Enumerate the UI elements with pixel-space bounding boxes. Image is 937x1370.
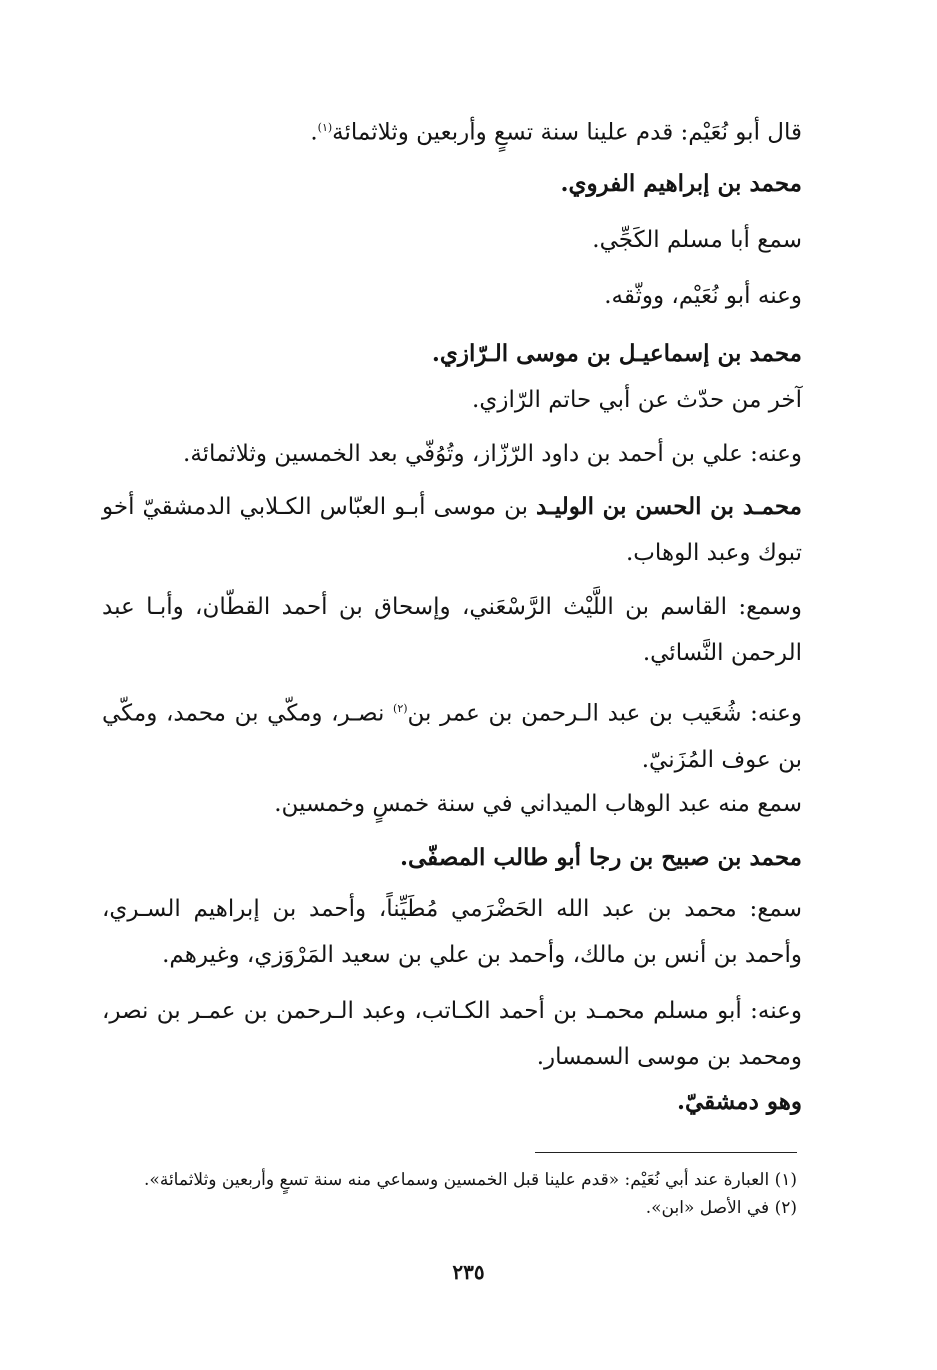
- text-line-abu-nuaym: [310, 108, 802, 153]
- line-tail: .: [310, 119, 318, 146]
- text-line-heard-kajji: سمع أبا مسلم الكَجِّي.: [592, 227, 802, 253]
- paragraph-sabih-heard: سمع: محمد بن عبد الله الحَضْرَمي مُطَيِّناً، وأحمد بن إبراهيم السـري، وأحمد بن أنس بن مالك، وأحمد بن علي بن سعيد المَرْوَزي، وغيرهم.: [102, 896, 802, 968]
- entry-kilabi-text: بن موسى أبـو العبّاس الكـلابي الدمشقيّ أخو تبوك وعبد الوهاب.: [102, 494, 802, 566]
- text-line-razzaz: وعنه: علي بن أحمد بن داود الرّزّاز، وتُوُفّي بعد الخمسين وثلاثمائة.: [183, 441, 802, 467]
- footnote-1: (١) العبارة عند أبي نُعَيْم: «قدم علينا قبل الخمسين وسماعي منه سنة تسعٍ وأربعين وثلاثمائة».: [144, 1170, 797, 1190]
- entry-heading-razi: محمد بن إسماعيـل بن موسى الـرّازي.: [431, 340, 802, 367]
- footnote-2: (٢) في الأصل «ابن».: [645, 1198, 797, 1218]
- entry-heading-sabih: محمد بن صبيح بن رجا أبو طالب المصفّى.: [399, 844, 802, 871]
- footnote-separator: [535, 1152, 797, 1153]
- paragraph-text-a: وعنه: شُعَيب بن عبد الـرحمن بن عمر بن: [407, 700, 802, 727]
- entry-kilabi: [102, 484, 802, 576]
- text-line-maydani: سمع منه عبد الوهاب الميداني في سنة خمسٍ وخمسين.: [274, 791, 802, 817]
- entry-heading-farawi: محمد بن إبراهيم الفروي.: [560, 170, 802, 197]
- footnote-marker-1[interactable]: (١): [317, 121, 333, 134]
- footnote-marker-2[interactable]: (٢): [393, 702, 408, 715]
- paragraph-narrated-by: [102, 686, 802, 783]
- text-line-last-narrator: آخر من حدّث عن أبي حاتم الرّازي.: [472, 387, 802, 413]
- text-line-narrated-by: وعنه أبو نُعَيْم، ووثّقه.: [604, 283, 802, 309]
- entry-heading-kilabi: محمـد بن الحسن بن الوليـد: [535, 493, 802, 520]
- page-number: ٢٣٥: [452, 1260, 485, 1284]
- paragraph-sabih-narrated: وعنه: أبو مسلم محمـد بن أحمد الكـاتب، وعبد الـرحمن بن عمـر بن نصر، ومحمد بن موسى السمسار.: [102, 998, 802, 1070]
- text-line-damascene: وهو دمشقيّ.: [676, 1088, 802, 1115]
- paragraph-heard-from: وسمع: القاسم بن اللَّيْث الرَّسْعَني، وإسحاق بن أحمد القطّان، وأبـا عبد الرحمن النَّسائي.: [102, 594, 802, 666]
- line-text: قال أبو نُعَيْم: قدم علينا سنة تسعٍ وأربعين وثلاثمائة: [332, 119, 802, 146]
- paragraph-text-b: نصـر، ومكّي بن محمد، ومكّي بن عوف المُزَنيّ.: [102, 700, 802, 773]
